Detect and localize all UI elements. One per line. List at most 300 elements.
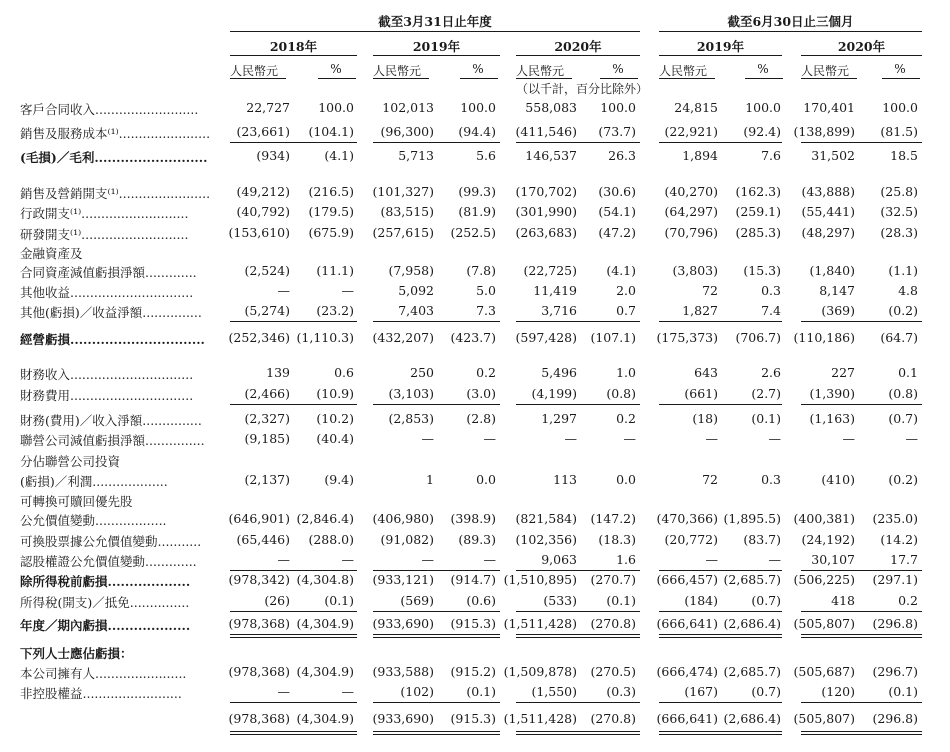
percent-value: (28.3) (880, 225, 918, 240)
percent-value: (270.8) (590, 711, 636, 726)
year-header: 2019年 (696, 39, 745, 54)
percent-value: (2,685.7) (723, 572, 781, 587)
total-double-rule (373, 731, 500, 735)
rmb-value: (120) (821, 684, 855, 699)
percent-value: (0.1) (751, 411, 781, 426)
rmb-value: — (277, 684, 290, 699)
row-label: 聯營公司減值虧損淨額............... (20, 433, 205, 448)
quarter-group-rule (659, 31, 922, 32)
row-label: 金融資產及 (20, 246, 83, 261)
rmb-value: 22,727 (246, 100, 290, 115)
rmb-value: (597,428) (515, 330, 577, 345)
row-label: 客戶合同收入.......................... (20, 102, 199, 117)
percent-value: 18.5 (890, 148, 918, 163)
percent-value: (0.1) (888, 684, 918, 699)
percent-value: (270.7) (590, 572, 636, 587)
subtotal-rule (659, 570, 782, 571)
rmb-value: 72 (702, 472, 718, 487)
rmb-value: 11,419 (533, 283, 577, 298)
rmb-value: (933,588) (372, 664, 434, 679)
rmb-value: (40,270) (664, 184, 718, 199)
subtotal-rule (516, 321, 640, 322)
year-header-rule (659, 55, 782, 56)
rmb-value: — (842, 431, 855, 446)
percent-value: 7.6 (761, 148, 781, 163)
rmb-value: (102,356) (515, 532, 577, 547)
percent-value: (40.4) (316, 431, 354, 446)
percent-value: — (483, 552, 496, 567)
percent-value: (15.3) (743, 263, 781, 278)
percent-value: (270.5) (590, 664, 636, 679)
percent-value: (2.8) (466, 411, 496, 426)
rmb-value: (301,990) (515, 204, 577, 219)
percent-value: 0.3 (761, 283, 781, 298)
percent-value: (0.7) (888, 411, 918, 426)
rmb-value: (3,103) (388, 386, 434, 401)
percent-value: (296.7) (872, 664, 918, 679)
rmb-value: (263,683) (515, 225, 577, 240)
percent-value: (285.3) (735, 225, 781, 240)
percent-value: (179.5) (308, 204, 354, 219)
column-label-rule (882, 78, 920, 79)
total-double-rule (659, 634, 782, 638)
subtotal-rule (373, 404, 500, 405)
rmb-value: 5,713 (398, 148, 434, 163)
row-label: 認股權證公允價值變動............. (20, 554, 197, 569)
year-header-rule (230, 55, 357, 56)
percent-value: (2,846.4) (296, 511, 354, 526)
percent-value: (235.0) (872, 511, 918, 526)
rmb-value: 139 (266, 365, 290, 380)
unit-note: （以千計，百分比除外） (516, 82, 649, 96)
percent-value: (94.4) (458, 124, 496, 139)
total-double-rule (801, 634, 922, 638)
total-double-rule (230, 634, 357, 638)
subtotal-rule (230, 142, 357, 143)
percent-value: 26.3 (608, 148, 636, 163)
row-label: 其他收益............................... (20, 285, 194, 300)
rmb-value: (2,327) (244, 411, 290, 426)
rmb-value: (646,901) (228, 511, 290, 526)
rmb-value: (934) (256, 148, 290, 163)
rmb-value: 8,147 (819, 283, 855, 298)
subtotal-rule (801, 142, 922, 143)
subtotal-rule (230, 321, 357, 322)
subtotal-rule (801, 321, 922, 322)
subtotal-rule (230, 702, 357, 703)
column-label-rule (230, 78, 286, 79)
percent-value: (0.2) (888, 303, 918, 318)
rmb-value: 146,537 (525, 148, 577, 163)
subtotal-rule (659, 142, 782, 143)
row-label: 分佔聯營公司投資 (20, 454, 121, 469)
percent-value: 0.0 (476, 472, 496, 487)
percent-value: (0.6) (466, 593, 496, 608)
rmb-value: (20,772) (664, 532, 718, 547)
rmb-value: 3,716 (541, 303, 577, 318)
percent-value: (23.2) (316, 303, 354, 318)
year-header-rule (516, 55, 640, 56)
rmb-value: 5,496 (541, 365, 577, 380)
fiscal-year-group-rule (230, 31, 640, 32)
subtotal-rule (373, 142, 500, 143)
rmb-value: — (277, 283, 290, 298)
percent-value: (104.1) (308, 124, 354, 139)
column-label-rmb: 人民幣元 (659, 64, 708, 78)
percent-value: 0.2 (616, 411, 636, 426)
rmb-value: (18) (692, 411, 718, 426)
row-label: 年度／期內虧損................... (20, 618, 191, 633)
percent-value: (259.1) (735, 204, 781, 219)
percent-value: (915.3) (450, 711, 496, 726)
percent-value: — (483, 431, 496, 446)
subtotal-rule (230, 404, 357, 405)
percent-value: (915.2) (450, 664, 496, 679)
year-header: 2020年 (837, 39, 886, 54)
percent-value: (675.9) (308, 225, 354, 240)
rmb-value: 7,403 (398, 303, 434, 318)
rmb-value: 643 (694, 365, 718, 380)
rmb-value: (666,474) (656, 664, 718, 679)
rmb-value: (184) (684, 593, 718, 608)
percent-value: 0.2 (476, 365, 496, 380)
rmb-value: (4,199) (531, 386, 577, 401)
percent-value: (89.3) (458, 532, 496, 547)
percent-value: 17.7 (890, 552, 918, 567)
percent-value: (14.2) (880, 532, 918, 547)
subtotal-rule (659, 611, 782, 612)
column-label-rule (516, 78, 572, 79)
rmb-value: (22,921) (664, 124, 718, 139)
year-header-rule (373, 55, 500, 56)
percent-value: (706.7) (735, 330, 781, 345)
rmb-value: (5,274) (244, 303, 290, 318)
row-label: 非控股權益......................... (20, 686, 182, 701)
percent-value: (162.3) (735, 184, 781, 199)
percent-value: (81.9) (458, 204, 496, 219)
row-label: 財務收入............................... (20, 367, 194, 382)
percent-value: 100.0 (745, 100, 781, 115)
rmb-value: (40,792) (236, 204, 290, 219)
percent-value: (147.2) (590, 511, 636, 526)
quarter-group-header: 截至6月30日止三個月 (727, 14, 854, 29)
rmb-value: (410) (821, 472, 855, 487)
rmb-value: — (421, 431, 434, 446)
year-header-rule (801, 55, 922, 56)
percent-value: 100.0 (460, 100, 496, 115)
percent-value: (914.7) (450, 572, 496, 587)
rmb-value: (91,082) (380, 532, 434, 547)
percent-value: 7.4 (761, 303, 781, 318)
total-double-rule (373, 634, 500, 638)
subtotal-rule (516, 404, 640, 405)
percent-value: 0.0 (616, 472, 636, 487)
rmb-value: (1,550) (531, 684, 577, 699)
percent-value: 0.1 (898, 365, 918, 380)
percent-value: 100.0 (600, 100, 636, 115)
percent-value: 100.0 (882, 100, 918, 115)
percent-value: (296.8) (872, 616, 918, 631)
percent-value: (4,304.9) (296, 616, 354, 631)
percent-value: (25.8) (880, 184, 918, 199)
percent-value: 1.0 (616, 365, 636, 380)
row-label: 可轉換可贖回優先股 (20, 494, 133, 509)
percent-value: (54.1) (598, 204, 636, 219)
rmb-value: (505,807) (793, 616, 855, 631)
percent-value: (4.1) (606, 263, 636, 278)
rmb-value: (110,186) (793, 330, 855, 345)
percent-value: (216.5) (308, 184, 354, 199)
rmb-value: 418 (831, 593, 855, 608)
rmb-value: 30,107 (811, 552, 855, 567)
subtotal-rule (373, 570, 500, 571)
row-label: 研發開支⁽¹⁾........................... (20, 227, 189, 242)
percent-value: 0.3 (761, 472, 781, 487)
percent-value: (252.5) (450, 225, 496, 240)
percent-value: (11.1) (316, 263, 354, 278)
percent-value: (0.1) (466, 684, 496, 699)
rmb-value: — (277, 552, 290, 567)
fiscal-year-group-header: 截至3月31日止年度 (378, 14, 492, 29)
percent-value: (10.9) (316, 386, 354, 401)
rmb-value: (101,327) (372, 184, 434, 199)
rmb-value: (666,641) (656, 616, 718, 631)
rmb-value: 31,502 (811, 148, 855, 163)
rmb-value: (153,610) (228, 225, 290, 240)
percent-value: — (341, 684, 354, 699)
percent-value: (1,895.5) (723, 511, 781, 526)
rmb-value: (9,185) (244, 431, 290, 446)
percent-value: (0.8) (606, 386, 636, 401)
percent-value: 2.6 (761, 365, 781, 380)
rmb-value: (7,958) (388, 263, 434, 278)
rmb-value: 102,013 (382, 100, 434, 115)
rmb-value: 72 (702, 283, 718, 298)
percent-value: (30.6) (598, 184, 636, 199)
subtotal-rule (659, 404, 782, 405)
percent-value: (10.2) (316, 411, 354, 426)
total-double-rule (516, 731, 640, 735)
percent-value: (18.3) (598, 532, 636, 547)
rmb-value: (96,300) (380, 124, 434, 139)
percent-value: (0.1) (324, 593, 354, 608)
row-label: 所得稅(開支)／抵免............... (20, 595, 190, 610)
percent-value: (0.3) (606, 684, 636, 699)
rmb-value: (252,346) (228, 330, 290, 345)
subtotal-rule (516, 570, 640, 571)
column-label-percent: % (612, 62, 624, 76)
percent-value: (83.7) (743, 532, 781, 547)
percent-value: (4.1) (324, 148, 354, 163)
rmb-value: (978,368) (228, 616, 290, 631)
percent-value: (73.7) (598, 124, 636, 139)
column-label-rule (659, 78, 715, 79)
row-label: 行政開支⁽¹⁾........................... (20, 206, 189, 221)
rmb-value: (569) (400, 593, 434, 608)
row-label: (虧損)／利潤................... (20, 474, 168, 489)
rmb-value: (23,661) (236, 124, 290, 139)
rmb-value: (400,381) (793, 511, 855, 526)
rmb-value: (978,368) (228, 711, 290, 726)
percent-value: (107.1) (590, 330, 636, 345)
rmb-value: (1,511,428) (503, 616, 577, 631)
rmb-value: — (564, 431, 577, 446)
rmb-value: (432,207) (372, 330, 434, 345)
rmb-value: (102) (400, 684, 434, 699)
rmb-value: (821,584) (515, 511, 577, 526)
percent-value: (4,304.9) (296, 711, 354, 726)
rmb-value: (978,342) (228, 572, 290, 587)
percent-value: (0.2) (888, 472, 918, 487)
percent-value: — (623, 431, 636, 446)
rmb-value: (666,641) (656, 711, 718, 726)
rmb-value: (505,807) (793, 711, 855, 726)
row-label: 銷售及服務成本⁽¹⁾....................... (20, 126, 211, 141)
percent-value: (297.1) (872, 572, 918, 587)
percent-value: (7.8) (466, 263, 496, 278)
rmb-value: (22,725) (523, 263, 577, 278)
percent-value: (1,110.3) (296, 330, 354, 345)
rmb-value: (1,511,428) (503, 711, 577, 726)
column-label-rmb: 人民幣元 (373, 64, 422, 78)
percent-value: (0.8) (888, 386, 918, 401)
percent-value: 5.0 (476, 283, 496, 298)
rmb-value: 1,827 (682, 303, 718, 318)
rmb-value: (933,690) (372, 616, 434, 631)
column-label-percent: % (894, 62, 906, 76)
subtotal-rule (801, 404, 922, 405)
subtotal-rule (659, 321, 782, 322)
subtotal-rule (516, 611, 640, 612)
row-label: 經營虧損............................... (20, 332, 205, 347)
rmb-value: (43,888) (801, 184, 855, 199)
subtotal-rule (516, 702, 640, 703)
row-label: 合同資產減值虧損淨額............. (20, 265, 197, 280)
rmb-value: (661) (684, 386, 718, 401)
percent-value: (92.4) (743, 124, 781, 139)
subtotal-rule (659, 702, 782, 703)
rmb-value: (533) (543, 593, 577, 608)
rmb-value: (666,457) (656, 572, 718, 587)
percent-value: (2,686.4) (723, 616, 781, 631)
percent-value: (0.7) (751, 684, 781, 699)
rmb-value: (1,840) (809, 263, 855, 278)
subtotal-rule (801, 611, 922, 612)
rmb-value: (2,466) (244, 386, 290, 401)
rmb-value: (64,297) (664, 204, 718, 219)
rmb-value: 24,815 (674, 100, 718, 115)
rmb-value: (55,441) (801, 204, 855, 219)
column-label-rmb: 人民幣元 (230, 64, 279, 78)
percent-value: — (768, 552, 781, 567)
row-label: 財務費用............................... (20, 388, 194, 403)
row-label: 本公司擁有人....................... (20, 666, 187, 681)
percent-value: (4,304.9) (296, 664, 354, 679)
rmb-value: 5,092 (398, 283, 434, 298)
rmb-value: (1,510,895) (503, 572, 577, 587)
percent-value: — (341, 552, 354, 567)
percent-value: (47.2) (598, 225, 636, 240)
percent-value: (2,686.4) (723, 711, 781, 726)
percent-value: (64.7) (880, 330, 918, 345)
total-double-rule (659, 731, 782, 735)
row-label: (毛損)／毛利.......................... (20, 150, 208, 165)
rmb-value: (48,297) (801, 225, 855, 240)
row-label: 可換股票據公允價值變動........... (20, 534, 202, 549)
percent-value: (2,685.7) (723, 664, 781, 679)
rmb-value: (2,137) (244, 472, 290, 487)
row-label: 銷售及營銷開支⁽¹⁾....................... (20, 186, 211, 201)
percent-value: 100.0 (318, 100, 354, 115)
percent-value: (32.5) (880, 204, 918, 219)
column-label-rule (460, 78, 498, 79)
rmb-value: (2,853) (388, 411, 434, 426)
row-label: 財務(費用)／收入淨額............... (20, 413, 202, 428)
subtotal-rule (516, 142, 640, 143)
row-label: 下列人士應佔虧損： (20, 646, 133, 661)
rmb-value: (933,121) (372, 572, 434, 587)
percent-value: (0.1) (606, 593, 636, 608)
rmb-value: 1,297 (541, 411, 577, 426)
percent-value: (423.7) (450, 330, 496, 345)
rmb-value: (505,687) (793, 664, 855, 679)
rmb-value: (2,524) (244, 263, 290, 278)
rmb-value: (257,615) (372, 225, 434, 240)
rmb-value: — (705, 552, 718, 567)
total-double-rule (516, 634, 640, 638)
row-label: 其他(虧損)／收益淨額............... (20, 305, 202, 320)
rmb-value: (1,509,878) (503, 664, 577, 679)
percent-value: 0.7 (616, 303, 636, 318)
percent-value: (99.3) (458, 184, 496, 199)
column-label-rule (745, 78, 783, 79)
percent-value: (2.7) (751, 386, 781, 401)
percent-value: (3.0) (466, 386, 496, 401)
rmb-value: 113 (553, 472, 577, 487)
rmb-value: 1 (426, 472, 434, 487)
percent-value: 4.8 (898, 283, 918, 298)
rmb-value: (65,446) (236, 532, 290, 547)
column-label-rmb: 人民幣元 (516, 64, 565, 78)
percent-value: 5.6 (476, 148, 496, 163)
subtotal-rule (801, 702, 922, 703)
percent-value: 1.6 (616, 552, 636, 567)
percent-value: — (905, 431, 918, 446)
rmb-value: 227 (831, 365, 855, 380)
rmb-value: (3,803) (672, 263, 718, 278)
subtotal-rule (373, 611, 500, 612)
rmb-value: (1,390) (809, 386, 855, 401)
rmb-value: (138,899) (793, 124, 855, 139)
subtotal-rule (373, 321, 500, 322)
percent-value: (296.8) (872, 711, 918, 726)
percent-value: (4,304.8) (296, 572, 354, 587)
rmb-value: (24,192) (801, 532, 855, 547)
rmb-value: — (705, 431, 718, 446)
rmb-value: (1,163) (809, 411, 855, 426)
column-label-rule (600, 78, 638, 79)
rmb-value: — (421, 552, 434, 567)
rmb-value: (26) (264, 593, 290, 608)
percent-value: — (768, 431, 781, 446)
rmb-value: 1,894 (682, 148, 718, 163)
subtotal-rule (230, 611, 357, 612)
total-double-rule (801, 731, 922, 735)
rmb-value: (175,373) (656, 330, 718, 345)
subtotal-rule (801, 570, 922, 571)
column-label-percent: % (330, 62, 342, 76)
rmb-value: 9,063 (541, 552, 577, 567)
